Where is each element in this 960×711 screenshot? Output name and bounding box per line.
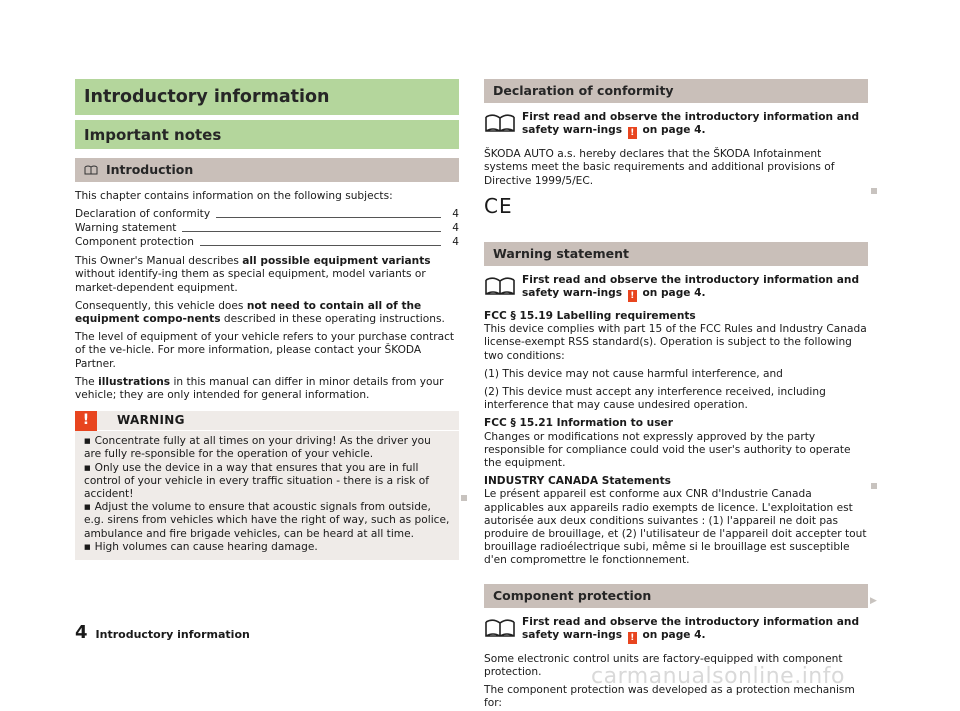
read-first-note: First read and observe the introductory information and safety warn-ings ! on page 4.: [484, 111, 868, 139]
continue-arrow-icon: ▶: [870, 596, 877, 606]
warning-title: WARNING: [117, 413, 185, 428]
page-footer: [75, 622, 250, 643]
fcc-1521: FCC § 15.21 Information to user Changes or modifications not expressly approved by the party responsible for compliance could void the user's authority to operate the equipment.: [484, 417, 851, 470]
toc-item[interactable]: [75, 207, 459, 221]
read-first-note: First read and observe the introductory information and safety warn-ings ! on page 4.: [484, 274, 868, 302]
toc-page: 4: [452, 222, 459, 234]
component-protection-heading-label: Component protection: [493, 587, 652, 603]
book-icon: [84, 165, 98, 175]
page-number: 4: [75, 622, 88, 643]
paragraph-variants: This Owner's Manual describes all possible equipment variants without identify-ing them as special equipment, model variants or market-dependent equipment.: [75, 255, 431, 294]
warning-ref-icon: !: [628, 290, 637, 302]
condition-2: (2) This device must accept any interference received, including interference that may cause undesired operation.: [484, 386, 826, 412]
left-column: [75, 79, 459, 560]
warning-statement-heading-label: Warning statement: [493, 245, 630, 261]
toc-item[interactable]: [75, 235, 459, 249]
toc-label: Warning statement: [75, 222, 177, 234]
paragraph-components: Consequently, this vehicle does not need to contain all of the equipment compo-nents described in these operating instructions.: [75, 299, 445, 326]
toc-page: 4: [452, 236, 459, 248]
toc: [75, 207, 459, 249]
open-book-icon: [484, 618, 520, 644]
declaration-text: ŠKODA AUTO a.s. hereby declares that the ŠKODA Infotainment systems meet the basic requirements and additional provisions of Directive 1999/5/EC.: [484, 148, 835, 187]
toc-item[interactable]: [75, 221, 459, 235]
read-first-note: First read and observe the introductory information and safety warn-ings ! on page 4.: [484, 616, 868, 644]
component-protection-heading: [484, 584, 868, 608]
warning-item: ■ Only use the device in a way that ensures that you are in full control of your vehicle in every traffic situation - there is a risk of accident!: [84, 462, 450, 502]
introduction-heading-label: Introduction: [106, 162, 194, 177]
introduction-heading: [75, 158, 459, 182]
component-text-1: Some electronic control units are factory-equipped with component protection.: [484, 652, 843, 679]
declaration-heading-label: Declaration of conformity: [493, 83, 674, 98]
end-marker-icon: [461, 495, 467, 501]
chapter-title: Introductory information: [75, 79, 459, 115]
open-book-icon: [484, 276, 520, 302]
warning-body: [75, 431, 459, 554]
footer-title: Introductory information: [95, 628, 250, 641]
fcc-1519: FCC § 15.19 Labelling requirements This device complies with part 15 of the FCC Rules and Industry Canada license-exempt RSS standard(s). Operation is subject to the following two conditions:: [484, 310, 867, 362]
warning-statement-heading: [484, 242, 868, 266]
warning-ref-icon: !: [628, 632, 637, 644]
paragraph-illustrations: The illustrations in this manual can differ in minor details from your vehicle; they are only intended for general information.: [75, 375, 444, 402]
section-title: Important notes: [75, 120, 459, 149]
toc-label: Component protection: [75, 236, 194, 248]
declaration-heading: [484, 79, 868, 103]
industry-canada: INDUSTRY CANADA Statements Le présent appareil est conforme aux CNR d'Industrie Canada applicables aux appareils radio exempts de licence. L'exploitation est autorisée aux deux conditions suivantes : (1) l'appareil ne doit pas produire de brouillage, et (2) l'utilisateur de l'appareil doit accepter tout brouillage radioélectrique subi, même si le brouillage est susceptible d'en compromettre le fonctionnement.: [484, 475, 867, 567]
component-text-2: The component protection was developed as a protection mechanism for:: [484, 684, 855, 710]
end-marker-icon: [871, 188, 877, 194]
warning-item: ■ Adjust the volume to ensure that acoustic signals from outside, e.g. sirens from vehicles which have the right of way, such as police, ambulance and fire brigade vehicles, can be heard at all time.: [84, 501, 450, 541]
warning-item: ■ Concentrate fully at all times on your driving! As the driver you are fully re-sponsible for the operation of your vehicle.: [84, 435, 450, 461]
warning-item: ■ High volumes can cause hearing damage.: [84, 541, 450, 554]
watermark: carmanualsonline.info: [591, 664, 845, 689]
ce-mark-icon: CE: [484, 193, 513, 218]
toc-page: 4: [452, 208, 459, 220]
condition-1: (1) This device may not cause harmful interference, and: [484, 367, 783, 380]
warning-ref-icon: !: [628, 127, 637, 139]
warning-icon: !: [75, 411, 97, 431]
end-marker-icon: [871, 483, 877, 489]
warning-box: [75, 411, 459, 560]
toc-label: Declaration of conformity: [75, 208, 211, 220]
paragraph-equipment: The level of equipment of your vehicle refers to your purchase contract of the ve-hicle. For more information, please contact your ŠKODA Partner.: [75, 331, 455, 370]
warning-header: [75, 411, 459, 431]
open-book-icon: [484, 113, 520, 139]
right-column: [484, 79, 868, 711]
intro-text: This chapter contains information on the following subjects:: [75, 190, 393, 202]
